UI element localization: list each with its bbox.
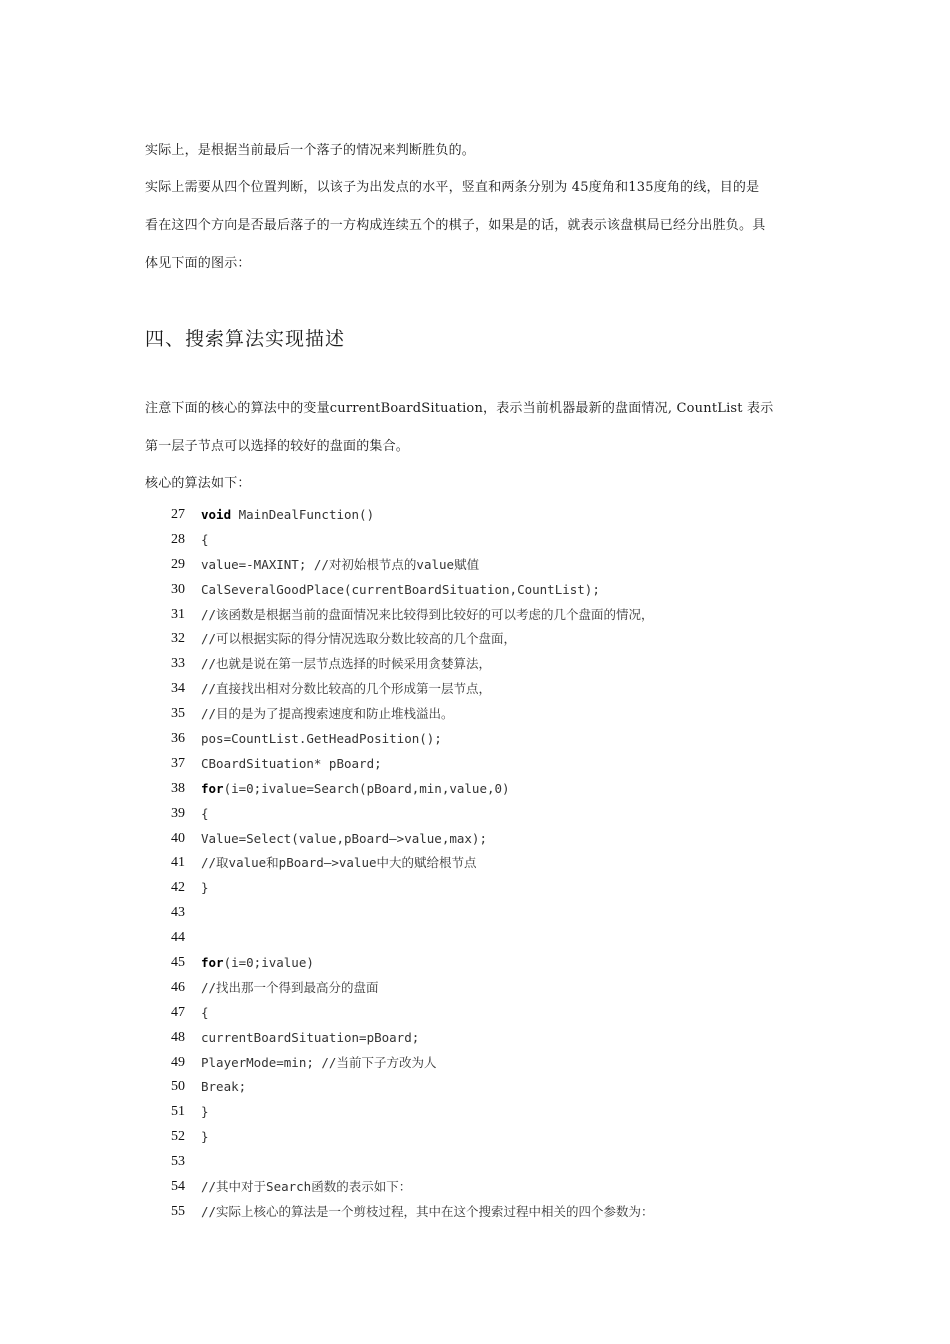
- code-text: [201, 1200, 654, 1225]
- code-content: //找出那一个得到最高分的盘面: [201, 979, 379, 995]
- code-text: [201, 1026, 419, 1051]
- line-number: 28: [171, 531, 185, 547]
- code-content: (i=0;ivalue): [223, 955, 314, 971]
- code-text: [201, 603, 654, 628]
- code-keyword: for: [201, 955, 224, 971]
- code-text: [201, 752, 382, 777]
- code-text: [201, 578, 600, 603]
- code-content: CBoardSituation* pBoard;: [201, 755, 382, 771]
- code-content: {: [201, 531, 209, 547]
- paragraph-variables-line1: 注意下面的核心的算法中的变量currentBoardSituation，表示当前机器最新的盘面情况, CountList 表示: [145, 401, 774, 416]
- section-heading: 四、搜索算法实现描述: [145, 328, 346, 350]
- code-content: CalSeveralGoodPlace(currentBoardSituation,CountList);: [201, 581, 600, 597]
- code-content: //该函数是根据当前的盘面情况来比较得到比较好的可以考虑的几个盘面的情况，: [201, 606, 654, 622]
- code-text: [201, 1075, 246, 1100]
- code-text: [201, 876, 209, 901]
- code-content: //其中对于Search函数的表示如下：: [201, 1179, 412, 1195]
- code-content: //可以根据实际的得分情况选取分数比较高的几个盘面，: [201, 631, 517, 647]
- line-number: 34: [171, 681, 185, 697]
- code-content: Break;: [201, 1079, 247, 1095]
- code-content: PlayerMode=min; //当前下子方改为人: [201, 1054, 437, 1070]
- paragraph-four-directions-line3: 体见下面的图示：: [145, 256, 251, 271]
- code-content: //目的是为了提高搜索速度和防止堆栈溢出。: [201, 706, 454, 722]
- line-number: 51: [171, 1104, 185, 1120]
- line-number: 40: [171, 830, 185, 846]
- code-text: [201, 1100, 209, 1125]
- code-text: [201, 827, 487, 852]
- code-text: [201, 652, 491, 677]
- line-number: 29: [171, 556, 185, 572]
- paragraph-variables-line2: 第一层子节点可以选择的较好的盘面的集合。: [145, 439, 410, 454]
- line-number: 37: [171, 755, 185, 771]
- code-text: [201, 727, 442, 752]
- code-text: [201, 1001, 209, 1026]
- line-number: 41: [171, 855, 185, 871]
- code-text: [201, 1051, 436, 1076]
- line-number: 32: [171, 631, 185, 647]
- code-text: [201, 553, 479, 578]
- code-keyword: void: [201, 507, 232, 522]
- code-content: Value=Select(value,pBoard—>value,max);: [201, 830, 487, 846]
- code-text: [201, 528, 209, 553]
- code-text: [201, 702, 454, 727]
- paragraph-core-algorithm: 核心的算法如下：: [145, 476, 251, 491]
- code-content: pos=CountList.GetHeadPosition();: [201, 731, 442, 747]
- line-number: 39: [171, 805, 185, 821]
- line-number: 33: [171, 656, 185, 672]
- code-text: [201, 951, 314, 976]
- line-number: 30: [171, 581, 185, 597]
- line-number: 55: [171, 1203, 185, 1219]
- line-number: 52: [171, 1129, 185, 1145]
- line-number: 38: [171, 780, 185, 796]
- line-number: 45: [171, 955, 185, 971]
- paragraph-four-directions-line2: 看在这四个方向是否最后落子的一方构成连续五个的棋子，如果是的话，就表示该盘棋局已经分出胜负。具: [145, 218, 766, 233]
- code-text: [201, 1175, 411, 1200]
- line-number: 42: [171, 880, 185, 896]
- code-keyword: for: [201, 780, 224, 796]
- code-content: }: [201, 1129, 209, 1145]
- line-number: 48: [171, 1029, 185, 1045]
- line-number: 49: [171, 1054, 185, 1070]
- line-number: 46: [171, 979, 185, 995]
- code-content: //实际上核心的算法是一个剪枝过程，其中在这个搜索过程中相关的四个参数为：: [201, 1203, 654, 1219]
- code-text: [201, 677, 491, 702]
- code-text: [201, 627, 516, 652]
- line-number: 27: [171, 507, 185, 522]
- code-text: [201, 1125, 209, 1150]
- paragraph-judge-intro: 实际上，是根据当前最后一个落子的情况来判断胜负的。: [145, 143, 476, 158]
- code-content: }: [201, 880, 209, 896]
- code-content: MainDealFunction(): [231, 507, 375, 522]
- line-number: 31: [171, 606, 185, 622]
- code-text: [201, 802, 209, 827]
- line-number: 44: [171, 930, 185, 946]
- code-text: [201, 976, 379, 1001]
- code-content: (i=0;ivalue=Search(pBoard,min,value,0): [223, 780, 510, 796]
- code-text: [201, 777, 510, 802]
- code-content: currentBoardSituation=pBoard;: [201, 1029, 420, 1045]
- code-content: //直接找出相对分数比较高的几个形成第一层节点，: [201, 681, 492, 697]
- line-number: 47: [171, 1004, 185, 1020]
- line-number: 53: [171, 1154, 185, 1170]
- code-content: {: [201, 1004, 209, 1020]
- line-number: 54: [171, 1179, 185, 1195]
- code-content: }: [201, 1104, 209, 1120]
- line-number: 43: [171, 905, 185, 921]
- code-text: [201, 503, 374, 528]
- code-text: [201, 851, 477, 876]
- paragraph-four-directions-line1: 实际上需要从四个位置判断，以该子为出发点的水平，竖直和两条分别为 45度角和135度角的线，目的是: [145, 180, 760, 195]
- line-number: 36: [171, 731, 185, 747]
- code-content: //取value和pBoard—>value中大的赋给根节点: [201, 855, 477, 871]
- line-number: 50: [171, 1079, 185, 1095]
- code-content: {: [201, 805, 209, 821]
- code-content: value=-MAXINT; //对初始根节点的value赋值: [201, 556, 480, 572]
- code-content: //也就是说在第一层节点选择的时候采用贪婪算法，: [201, 656, 492, 672]
- line-number: 35: [171, 706, 185, 722]
